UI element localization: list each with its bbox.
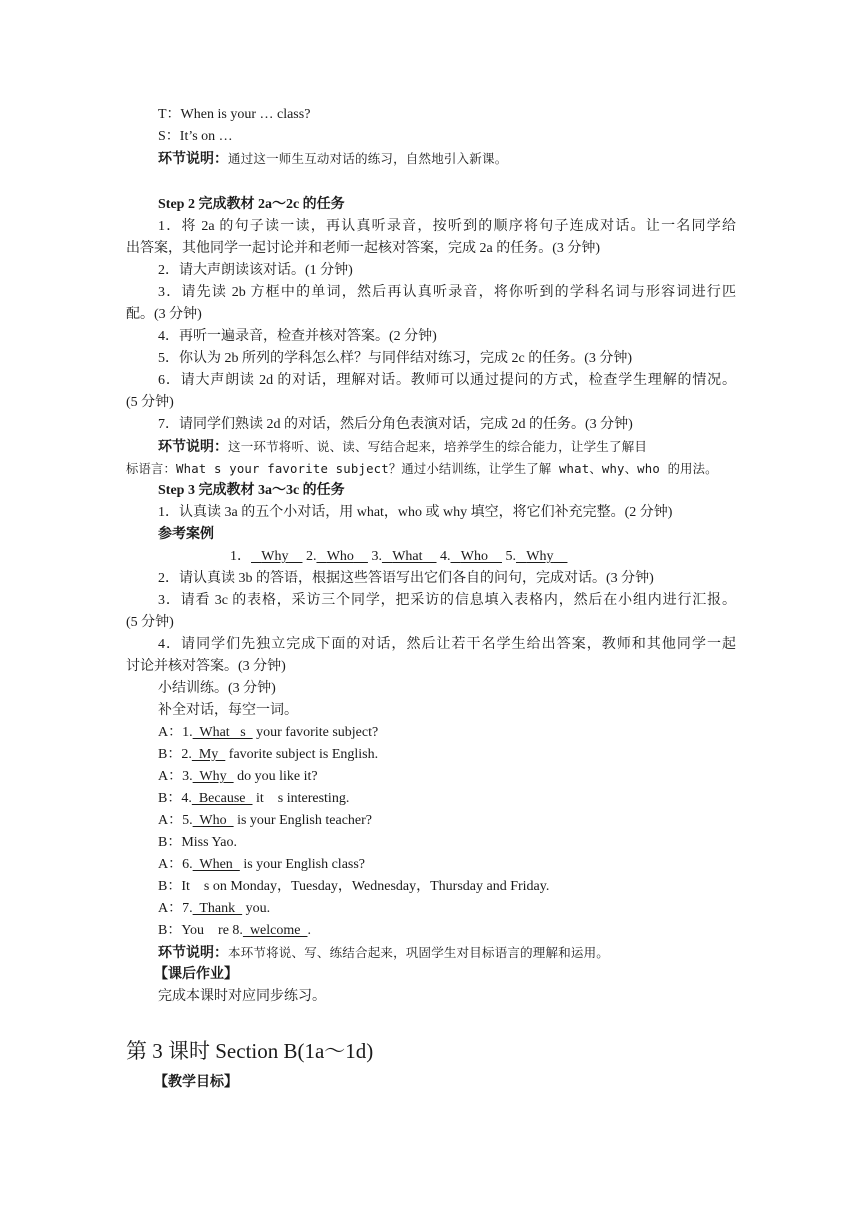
answer-number: 3. [371,549,382,564]
summary-training: 小结训练。(3 分钟) [158,681,276,696]
fill-instruction: 补全对话，每空一词。 [158,703,298,718]
answer-number: 1． [230,549,251,564]
step-2-item-3-cont: 配。(3 分钟) [126,307,202,322]
step-3-item-4-cont: 讨论并核对答案。(3 分钟) [126,659,286,674]
step-3-item-3-cont: (5 分钟) [126,615,174,630]
section-note [158,148,768,170]
answer-row [230,546,670,568]
dialogue-line: B：You re 8. welcome . [158,923,311,938]
dialogue-blank: Because [191,791,253,806]
step-2-heading: Step 2 完成教材 2a～2c 的任务 [158,197,345,212]
dialogue-line: A：3. Why do you like it? [158,769,318,784]
teaching-goals-heading: 【教学目标】 [154,1075,238,1090]
step-3-heading: Step 3 完成教材 3a～3c 的任务 [158,483,345,498]
note-text: 通过这一师生互动对话的练习，自然地引入新课。 [228,151,508,166]
dialogue-line: B：It s on Monday，Tuesday，Wednesday，Thursday and Friday. [158,879,550,894]
step-2-note [158,436,768,458]
step-2-item-1-cont: 出答案，其他同学一起讨论并和老师一起核对答案，完成 2a 的任务。(3 分钟) [126,241,601,256]
dialogue-line: A：6. When is your English class? [158,857,366,872]
answer-number: 5. [505,549,516,564]
dialogue-teacher-line: T：When is your … class? [158,107,311,122]
answer-number: 4. [440,549,451,564]
dialogue-blank: My [191,747,226,762]
reference-label: 参考案例 [158,527,214,542]
step-2-note-cont: 标语言：What s your favorite subject？通过小结训练，让学生了解 what、why、who 的用法。 [126,462,718,476]
homework-heading: 【课后作业】 [154,967,238,982]
step-3-item-4: 4．请同学们先独立完成下面的对话，然后让若干名学生给出答案，教师和其他同学一起 [158,637,736,652]
answer-blank: Why [526,549,554,564]
note-text: 这一环节将听、说、读、写结合起来，培养学生的综合能力，让学生了解目 [228,439,648,454]
dialogue-blank: welcome [242,923,308,938]
step-2-item-1: 1．将 2a 的句子读一读，再认真听录音，按听到的顺序将句子连成对话。让一名同学给 [158,219,736,234]
step-2-item-3: 3．请先读 2b 方框中的单词，然后再认真听录音，将你听到的学科名词与形容词进行匹 [158,285,736,300]
note-label: 环节说明： [158,440,228,455]
dialogue-line: A：7. Thank you. [158,901,271,916]
dialogue-line: A：1. What s your favorite subject? [158,725,379,740]
note-label: 环节说明： [158,152,228,167]
dialogue-student-line: S：It’s on … [158,129,233,144]
dialogue-blank: Thank [192,901,243,916]
step-2-item-4: 4．再听一遍录音，检查并核对答案。(2 分钟) [158,329,437,344]
lesson-title: 第 3 课时 Section B(1a～1d) [126,1039,374,1063]
answer-blank: Who [460,549,488,564]
dialogue-line: B：Miss Yao. [158,835,237,850]
step-2-item-6: 6．请大声朗读 2d 的对话，理解对话。教师可以通过提问的方式，检查学生理解的情况。 [158,373,736,388]
dialogue-line: B：4. Because it s interesting. [158,791,350,806]
answer-number: 2. [305,549,317,564]
step-2-item-2: 2．请大声朗读该对话。(1 分钟) [158,263,353,278]
answer-blank: Why [261,549,289,564]
note-text: 本环节将说、写、练结合起来，巩固学生对目标语言的理解和运用。 [228,945,610,960]
step-3-note [158,942,768,964]
answer-blank: What [392,549,423,564]
dialogue-line: B：2. My favorite subject is English. [158,747,379,762]
step-2-item-5: 5．你认为 2b 所列的学科怎么样？与同伴结对练习，完成 2c 的任务。(3 分钟) [158,351,633,366]
dialogue-line: A：5. Who is your English teacher? [158,813,372,828]
step-2-item-7: 7．请同学们熟读 2d 的对话，然后分角色表演对话，完成 2d 的任务。(3 分钟) [158,417,633,432]
step-3-item-2: 2．请认真读 3b 的答语，根据这些答语写出它们各自的问句，完成对话。(3 分钟) [158,571,654,586]
dialogue-blank: Why [192,769,234,784]
step-3-item-1: 1．认真读 3a 的五个小对话，用 what，who 或 why 填空，将它们补充完整。(2 分钟) [158,505,673,520]
step-3-item-3: 3．请看 3c 的表格，采访三个同学，把采访的信息填入表格内，然后在小组内进行汇报。 [158,593,736,608]
homework-text: 完成本课时对应同步练习。 [158,989,326,1004]
note-label: 环节说明： [158,946,228,961]
dialogue-blank: Who [192,813,234,828]
dialogue-blank: What s [192,725,253,740]
step-2-item-6-cont: (5 分钟) [126,395,174,410]
dialogue-blank: When [192,857,240,872]
answer-blank: Who [326,549,354,564]
